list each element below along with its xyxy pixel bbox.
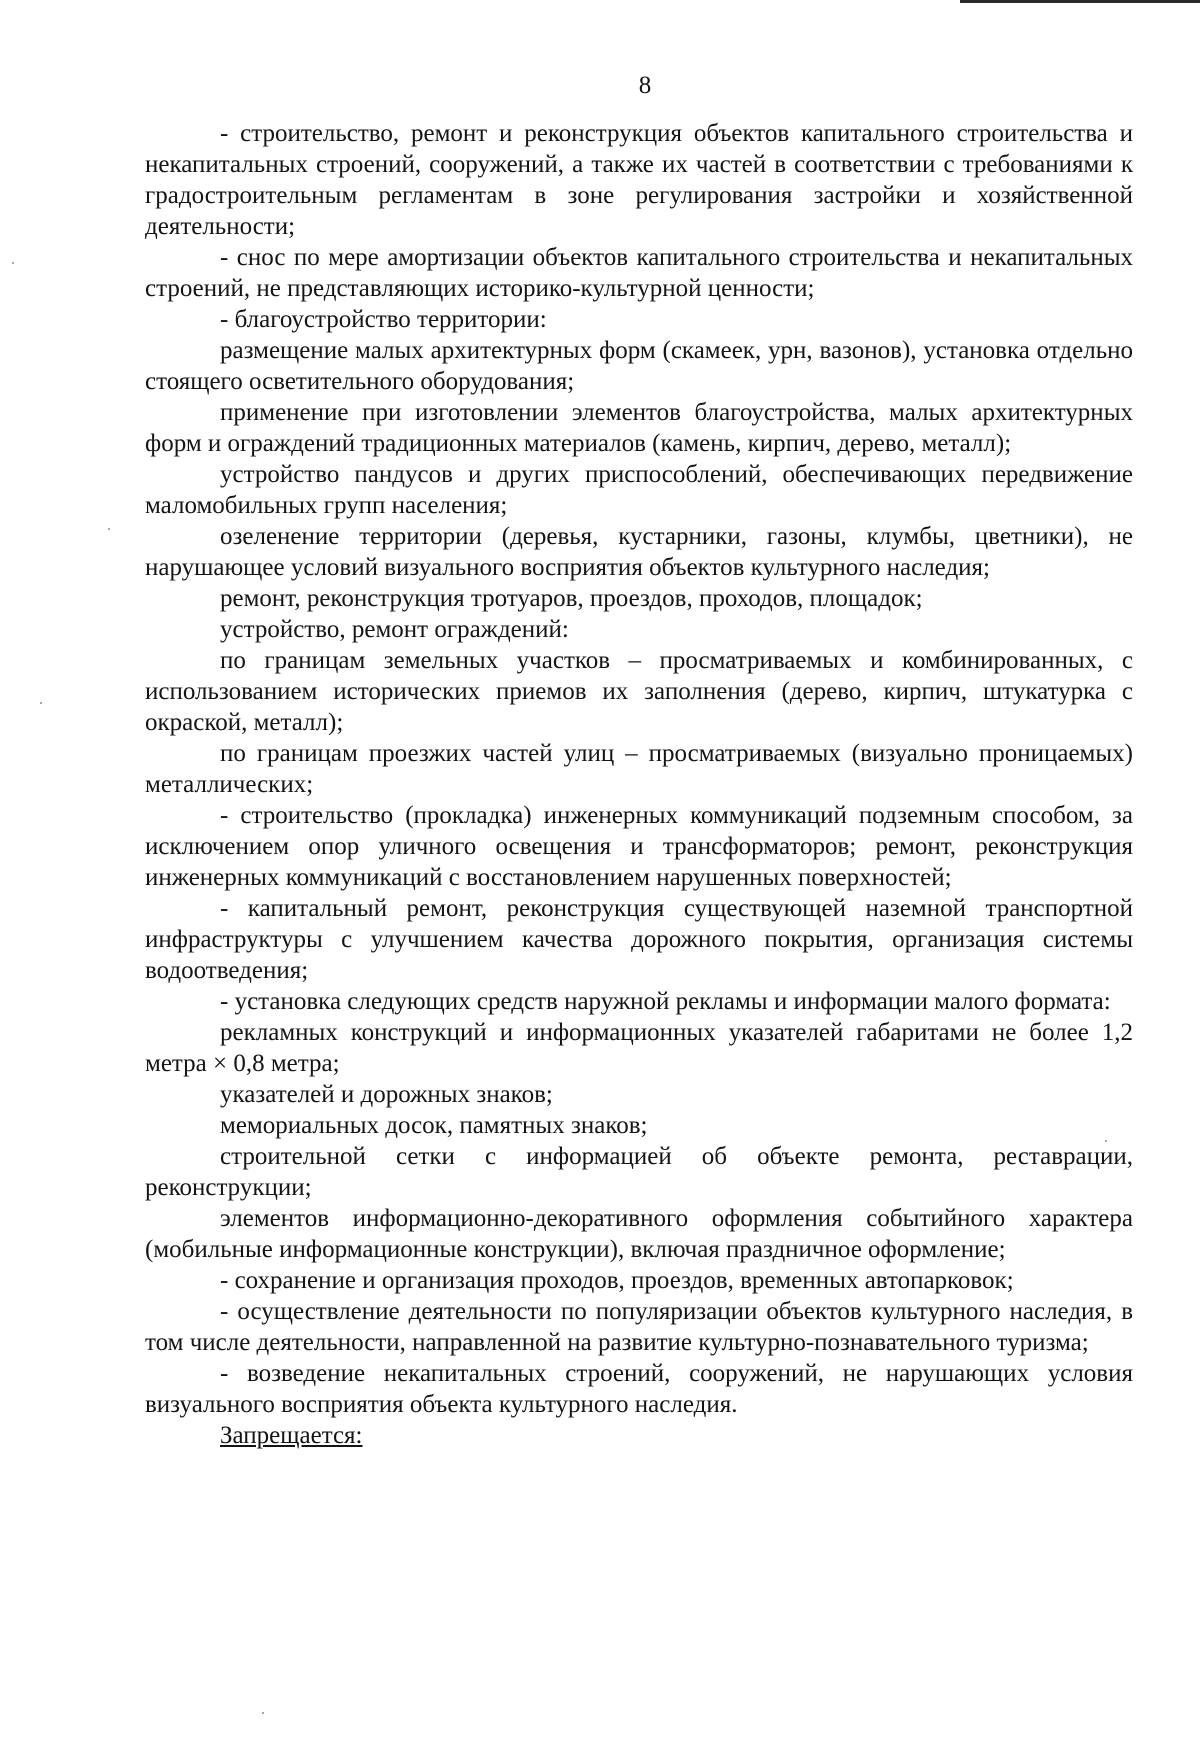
paragraph: озеленение территории (деревья, кустарники, газоны, клумбы, цветники), не нарушающее условий визуального восприятия объектов культурного наследия; [145, 523, 1133, 581]
paragraph: мемориальных досок, памятных знаков; [220, 1112, 648, 1139]
paragraph: элементов информационно-декоративного оформления событийного характера (мобильные информационные конструкции), включая праздничное оформление; [145, 1205, 1133, 1263]
paragraph: по границам земельных участков – просматриваемых и комбинированных, с использованием исторических приемов их заполнения (дерево, кирпич, штукатурка с окраской, металл); [145, 647, 1133, 736]
paragraph: - снос по мере амортизации объектов капитального строительства и некапитальных строений, не представляющих историко-культурной ценности; [145, 244, 1133, 302]
paragraph: устройство пандусов и других приспособлений, обеспечивающих передвижение маломобильных групп населения; [145, 461, 1133, 519]
paragraph: устройство, ремонт ограждений: [220, 616, 569, 643]
paragraph: размещение малых архитектурных форм (скамеек, урн, вазонов), установка отдельно стоящего осветительного оборудования; [145, 337, 1133, 395]
scan-speck [40, 702, 42, 704]
paragraph: рекламных конструкций и информационных указателей габаритами не более 1,2 метра × 0,8 метра; [145, 1019, 1133, 1077]
paragraph: - капитальный ремонт, реконструкция существующей наземной транспортной инфраструктуры с улучшением качества дорожного покрытия, организация системы водоотведения; [145, 895, 1133, 984]
paragraph: - возведение некапитальных строений, сооружений, не нарушающих условия визуального восприятия объекта культурного наследия. [145, 1360, 1133, 1418]
scan-speck [12, 262, 14, 264]
paragraph: - сохранение и организация проходов, проездов, временных автопарковок; [220, 1267, 1014, 1294]
paragraph: - осуществление деятельности по популяризации объектов культурного наследия, в том числе деятельности, направленной на развитие культурно-познавательного туризма; [145, 1298, 1133, 1356]
document-body [145, 118, 1133, 1451]
paragraph: указателей и дорожных знаков; [220, 1081, 553, 1108]
paragraph: строительной сетки с информацией об объекте ремонта, реставрации, реконструкции; [145, 1143, 1133, 1201]
paragraph: ремонт, реконструкция тротуаров, проездов, проходов, площадок; [220, 585, 923, 612]
paragraph: применение при изготовлении элементов благоустройства, малых архитектурных форм и ограждений традиционных материалов (камень, кирпич, дерево, металл); [145, 399, 1133, 457]
scan-speck [262, 1712, 264, 1714]
closing-heading: Запрещается: [220, 1422, 363, 1449]
scan-speck [108, 528, 110, 530]
paragraph: по границам проезжих частей улиц – просматриваемых (визуально проницаемых) металлических; [145, 740, 1133, 798]
paragraph: - благоустройство территории: [220, 306, 547, 333]
paragraph: - строительство (прокладка) инженерных коммуникаций подземным способом, за исключением опор уличного освещения и трансформаторов; ремонт, реконструкция инженерных коммуникаций с восстановлением нарушенных поверхностей; [145, 802, 1133, 891]
scan-edge-line [960, 0, 1200, 3]
paragraph: - строительство, ремонт и реконструкция объектов капитального строительства и некапитальных строений, сооружений, а также их частей в соответствии с требованиями к градостроительным регламентам в зоне регулирования застройки и хозяйственной деятельности; [145, 120, 1133, 240]
scan-speck [1105, 1140, 1107, 1142]
paragraph: - установка следующих средств наружной рекламы и информации малого формата: [220, 988, 1111, 1015]
page-number: 8 [638, 72, 652, 99]
closing-heading-line [145, 1420, 1133, 1451]
